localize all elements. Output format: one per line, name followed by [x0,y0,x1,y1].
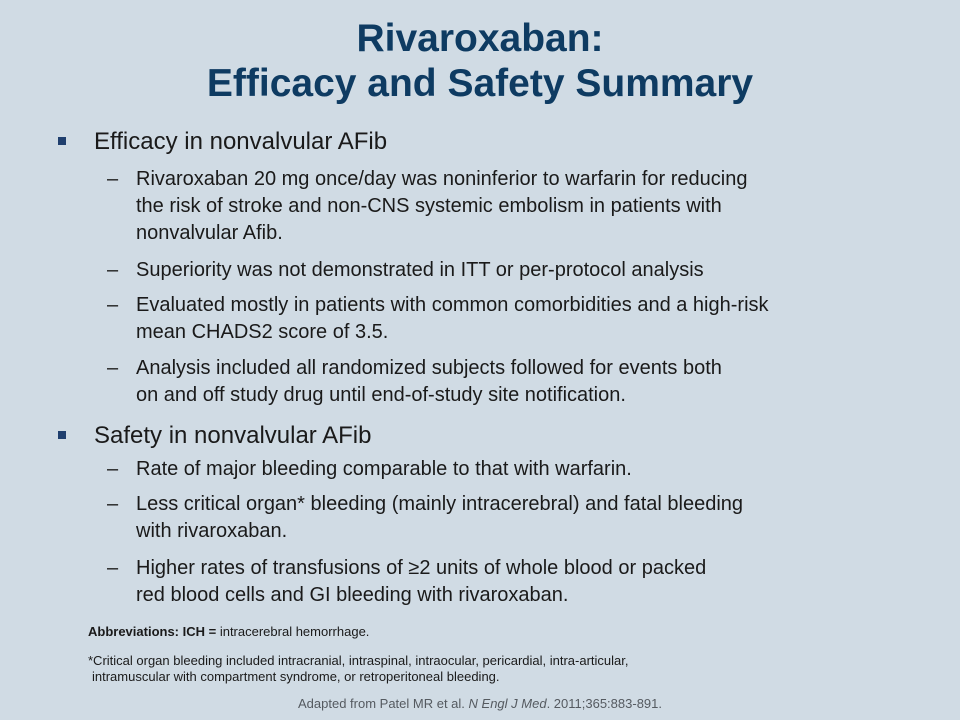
dash-bullet-icon: – [107,557,119,579]
item-line: nonvalvular Afib. [136,222,283,244]
square-bullet-icon [58,137,66,145]
abbreviations [88,624,369,639]
source-journal: N Engl J Med [468,696,547,711]
item-line: red blood cells and GI bleeding with rivaroxaban. [136,584,569,606]
source-prefix: Adapted from Patel MR et al. [298,696,469,711]
dash-bullet-icon: – [107,493,119,515]
source-suffix: . 2011;365:883-891. [546,696,662,711]
item-line: the risk of stroke and non-CNS systemic embolism in patients with [136,195,722,217]
square-bullet-icon [58,431,66,439]
dash-bullet-icon: – [107,458,119,480]
dash-bullet-icon: – [107,168,119,190]
item-line: Superiority was not demonstrated in ITT or per-protocol analysis [136,259,704,281]
footnote [88,653,629,685]
item-line: Less critical organ* bleeding (mainly intracerebral) and fatal bleeding [136,493,744,515]
item-line: with rivaroxaban. [136,520,288,542]
footnote-line-2: intramuscular with compartment syndrome, or retroperitoneal bleeding. [92,669,500,684]
item-line: mean CHADS2 score of 3.5. [136,321,389,343]
title-line-2: Efficacy and Safety Summary [206,62,754,105]
source-citation [0,696,960,711]
slide: Rivaroxaban: Efficacy and Safety Summary Efficacy in nonvalvular AFib – Rivaroxaban 20 mg once/day was noninferior to warfarin for reducing the risk of stroke and non-CNS systemic embolism in patients with nonvalvular Afib. – Superiority was not demonstrated in ITT or per-protocol analysis – Evaluated mostly in patients with common comorbidities and a high-risk mean CHADS2 score of 3.5. – Analysis included all randomized subjects followed for events both on and off study drug until end-of-study site notification. Safety in nonvalvular AFib – Rate of major bleeding comparable to that with warfarin. – Less critical organ* bleeding (mainly intracerebral) and fatal bleeding with rivaroxaban. – Higher rates of transfusions of ≥2 units of whole blood or packed red blood cells and GI bleeding with rivaroxaban. Abbreviations: ICH = intracerebral hemorrhage. *Critical organ bleeding included intracranial, intraspinal, intraocular, pericardial, intra-articular, intramuscular with compartment syndrome, or retroperitoneal bleeding. Adapted from Patel MR et al. N Engl J Med. 2011;365:883-891. [0,0,960,720]
item-line: Analysis included all randomized subjects followed for events both [136,357,722,379]
slide-title [0,16,960,106]
item-line: Rivaroxaban 20 mg once/day was noninferior to warfarin for reducing [136,168,748,190]
abbreviations-label: Abbreviations: ICH = [88,624,217,639]
abbreviations-text: intracerebral hemorrhage. [216,624,370,639]
footnote-line-1: *Critical organ bleeding included intracranial, intraspinal, intraocular, pericardial, intra-articular, [88,653,629,668]
title-line-1: Rivaroxaban: [356,17,604,60]
dash-bullet-icon: – [107,259,119,281]
item-line: Higher rates of transfusions of ≥2 units of whole blood or packed [136,557,707,579]
item-line: Evaluated mostly in patients with common comorbidities and a high-risk [136,294,769,316]
dash-bullet-icon: – [107,357,119,379]
item-line: Rate of major bleeding comparable to that with warfarin. [136,458,632,480]
item-line: on and off study drug until end-of-study site notification. [136,384,626,406]
dash-bullet-icon: – [107,294,119,316]
